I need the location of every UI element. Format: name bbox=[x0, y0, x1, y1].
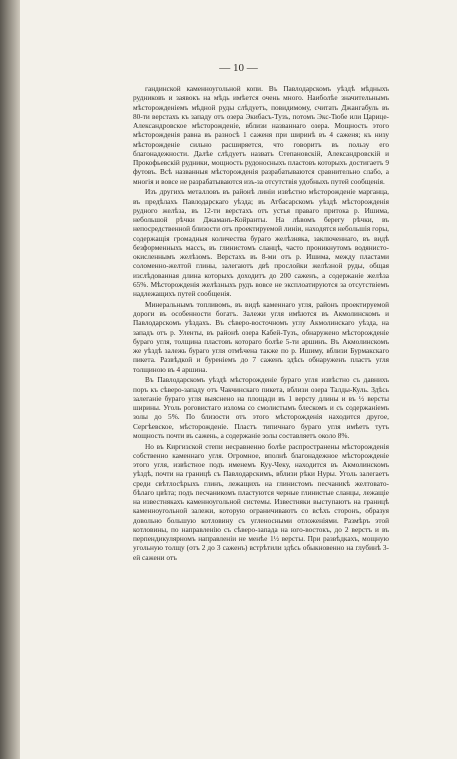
paragraph-mineral-fuel: Минеральнымъ топливомъ, въ видѣ каменнаго угля, районъ проектируемой дороги въ особенности богатъ. Залежи угля имѣются въ Акмолинскомъ и Павлодарскомъ уѣздахъ. Въ сѣверо-восточномъ углу Акмолинскаго уѣзда, на западъ отъ р. Уленты, въ районѣ озера Кабей-Тузъ, обнаружено мѣсторожденіе бураго угля, толщина пластовъ котораго болѣе 5-ти аршинъ. Въ Акмолинскомъ же уѣздѣ залежь бураго угля отмѣчена также по р. Ишиму, вблизи Бурмакскаго пикета. Развѣдкой и буреніемъ до 7 саженъ здѣсь обнаруженъ пластъ угля толщиною въ 4 аршина. bbox=[133, 299, 389, 374]
page-number: — 10 — bbox=[219, 62, 258, 74]
paragraph-copper-mines: гандинской каменноугольной копи. Въ Павлодарскомъ уѣздѣ мѣдныхъ рудниковъ и заявокъ на мѣдь имѣется очень много. Наиболѣе значительнымъ мѣсторожденіемъ мѣдной руды слѣдуетъ, повидимому, считать Джангабуль въ 80-ти верстахъ къ западу отъ озера Экибасъ-Тузъ, потомъ Экс-Тюбе или Царице-Александровское мѣсторожденіе, вблизи названнаго озера. Мощность этого мѣсторожденія равна въ разносѣ 1 саженя при ширинѣ въ 4 саженя; къ низу мѣсторожденіе сильно расширяется, что говоритъ въ пользу его благонадежности. Далѣе слѣдуетъ назвать Степановскій, Александровскій и Прокофьевскій рудники, мощность рудоносныхъ пластовъ которыхъ достигаетъ 9 футовъ. Всѣ названныя мѣсторожденія разрабатываются сравнительно слабо, а многія и вовсе не разрабатываются изъ-за отсутствія удобныхъ путей сообщенія. bbox=[133, 84, 389, 186]
book-spine-shadow bbox=[0, 0, 20, 759]
book-page bbox=[20, 0, 457, 759]
paragraph-kirghiz-steppe-coal: Но въ Киргизской степи несравненно болѣе распространены мѣсторожденія собственно каменнаго угля. Огромное, вполнѣ благонадежное мѣсторожденіе этого угля, извѣстное подъ именемъ Куу-Чеку, находится въ Акмолинскомъ уѣздѣ, почти на границѣ съ Павлодарскимъ, вблизи рѣки Нуры. Уголь залегаетъ среди свѣтлосѣрыхъ глинъ, лежащихъ на глинистомъ песчаникѣ желтовато-бѣлаго цвѣта; подъ песчаникомъ пластуются черные глинистые сланцы, лежащіе на известнякахъ каменноугольной системы. Известняки выступаютъ на границѣ каменноугольной залежи, которую ограничиваютъ со всѣхъ сторонъ, образуя довольно большую котловину съ угленосными отложеніями. Размѣръ этой котловины, по направленію съ сѣверо-запада на юго-востокъ, до 2 верстъ и въ перпендикулярномъ направленіи не менѣе 1½ версты. При развѣдкахъ, мощную угольную толщу (отъ 2 до 3 саженъ) встрѣтили здѣсь обыкновенно на глубинѣ 3-ей сажени отъ bbox=[133, 441, 389, 562]
paragraph-other-metals: Изъ другихъ металловъ въ районѣ линіи извѣстно мѣсторожденіе марганца, въ предѣлахъ Павлодарскаго уѣзда; въ Атбасарскомъ уѣздѣ мѣсторожденія рудного желѣза, въ 12-ти верстахъ отъ устья праваго притока р. Ишима, небольшой рѣчки Джаманъ-Койранты. На лѣвомъ берегу рѣчки, въ непосредственной близости отъ проектируемой линіи, находятся небольшія горы, содержащія громадныя количества бураго желѣзняка, заключеннаго, въ видѣ безформенныхъ массъ, въ глинистомъ сланцѣ, часто проникнутомъ водянисто-окисленнымъ желѣзомъ. Верстахъ въ 8-ми отъ р. Ишима, между пластами соломенно-желтой глины, залегаютъ двѣ прослойки желѣзной руды, общая изслѣдованная длина которыхъ доходитъ до 200 саженъ, а содержаніе желѣза 65%. Мѣсторожденія желѣзныхъ рудъ вовсе не эксплоатируются за отсутствіемъ надлежащихъ путей сообщенія. bbox=[133, 187, 389, 298]
paragraph-pavlodar-coal: Въ Павлодарскомъ уѣздѣ мѣсторожденіе бураго угля извѣстно съ давнихъ поръ къ сѣверо-западу отъ Чакчинскаго пикета, вблизи озера Талды-Куль. Здѣсь залеганіе бураго угля выяснено на площади въ 1 версту длины и въ ½ версты ширины. Уголь роговистаго излома со смолистымъ блескомъ и съ содержаніемъ золы до 5%. По близости отъ этого мѣсторожденія находится другое, Сергѣевское, мѣсторожденіе. Пластъ типичнаго бураго угля имѣетъ тутъ мощность почти въ сажень, а содержаніе золы составляетъ около 8%. bbox=[133, 375, 389, 440]
page-body-text bbox=[133, 84, 389, 562]
